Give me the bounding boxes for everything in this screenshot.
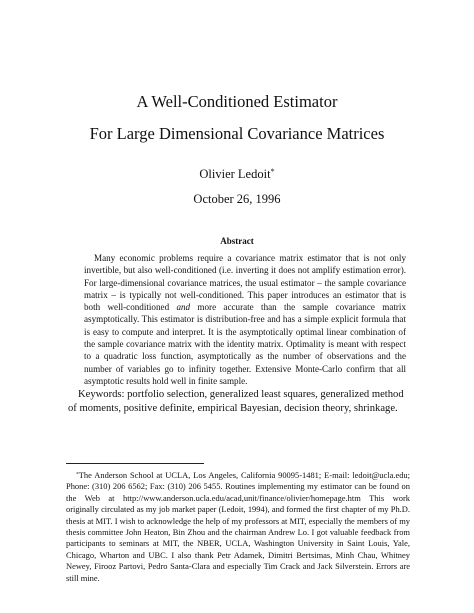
- keywords: Keywords: portfolio selection, generalized least squares, generalized method of moments, positive definite, empirical Bayesian, decision theory, shrinkage.: [68, 389, 404, 414]
- author-line: [0, 167, 474, 182]
- paper-title-line-1: A Well-Conditioned Estimator: [136, 92, 338, 111]
- author-footnote-mark: *: [270, 166, 275, 176]
- paper-title-line-2: For Large Dimensional Covariance Matrices: [89, 124, 385, 143]
- paper-date: October 26, 1996: [193, 192, 281, 206]
- abstract-emphasis: and: [176, 302, 191, 313]
- abstract-text-part-1: Many economic problems require a covariance matrix estimator that is not only invertible, but also well-conditioned (i.e. inverting it does not amplify estimation error). For large-dimensional covariance matrices, the usual estimator – the sample covariance matrix – is typically not well-conditioned. This paper introduces an estimator that is both well-conditioned: [84, 253, 406, 313]
- footnote-mark: *: [76, 471, 79, 478]
- abstract-heading: Abstract: [220, 236, 254, 246]
- footnote-text: The Anderson School at UCLA, Los Angeles, California 90095-1481; E-mail: ledoit@ucla.edu; Phone: (310) 206 6562; Fax: (310) 206 5455. Routines implementing my estimator can be found on the Web at http://www.anderson.ucla.edu/acad,unit/finance/olivier/homepage.htm This work originally circulated as my job market paper (Ledoit, 1994), and formed the first chapter of my Ph.D. thesis at MIT. I wish to acknowledge the help of my professors at MIT, especially the members of my thesis committee John Heaton, Bin Zhou and the chairman Andrew Lo. I got valuable feedback from participants to seminars at MIT, the NBER, UCLA, Washington University in Saint Louis, Yale, Chicago, Wharton and UBC. I also thank Petr Adamek, Dimitri Bertsimas, Minh Chau, Whitney Newey, Firooz Partovi, Pedro Santa-Clara and especially Tim Crack and Jack Silverstein. Errors are still mine.: [66, 470, 410, 583]
- footnote: [66, 470, 410, 584]
- abstract-text-part-2: more accurate than the sample covariance matrix asymptotically. This estimator is distribution-free and has a simple explicit formula that is easy to compute and interpret. It is the asymptotically optimal linear combination of the sample covariance matrix with the identity matrix. Optimality is meant with respect to a quadratic loss function, asymptotically as the number of observations and the number of variables go to infinity together. Extensive Monte-Carlo confirm that all asymptotic results hold well in finite sample.: [84, 302, 406, 386]
- abstract-body: [84, 252, 406, 387]
- footnote-rule: [66, 463, 204, 464]
- author-name: Olivier Ledoit: [199, 167, 271, 181]
